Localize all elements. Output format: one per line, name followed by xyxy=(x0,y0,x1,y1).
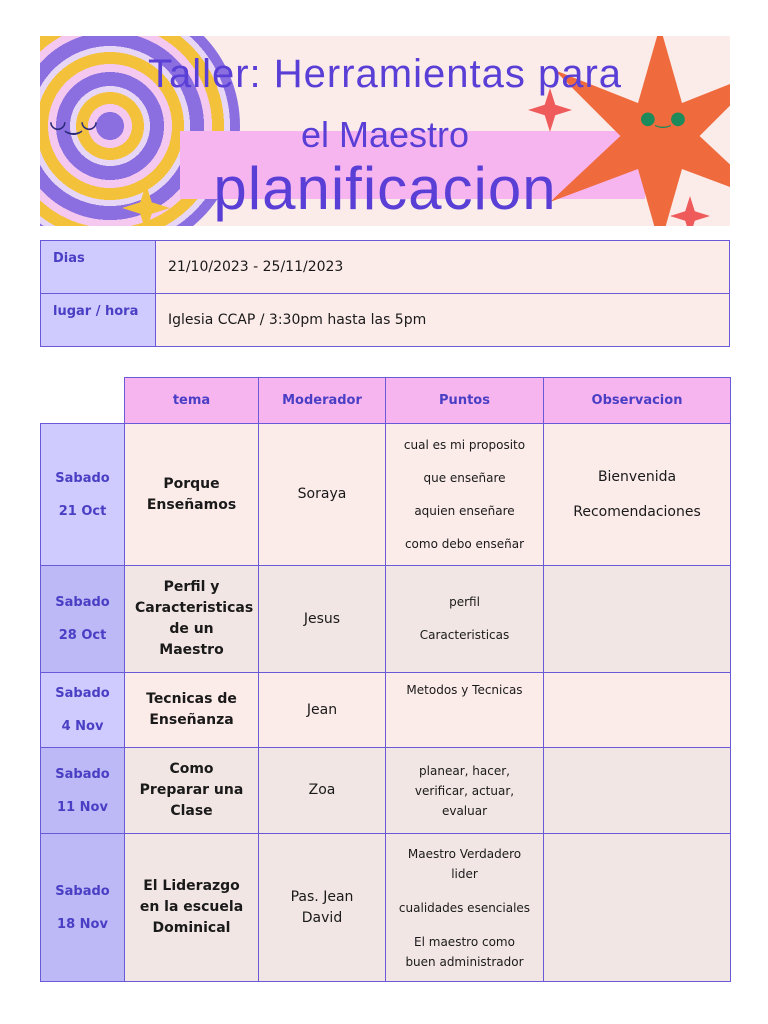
table-row xyxy=(41,748,731,834)
info-row xyxy=(41,294,730,347)
header-blank xyxy=(41,378,125,424)
day-cell xyxy=(41,834,125,982)
tema-cell: Como Preparar una Clase xyxy=(125,748,259,834)
puntos-cell xyxy=(386,673,544,748)
observacion-cell xyxy=(544,748,731,834)
observacion-cell xyxy=(544,566,731,673)
tema-cell: Tecnicas de Enseñanza xyxy=(125,673,259,748)
day-date: 18 Nov xyxy=(57,916,108,932)
title-line-1: Taller: Herramientas para xyxy=(147,52,623,96)
header-puntos: Puntos xyxy=(386,378,544,424)
smiley-face-icon: ◡‿◡ xyxy=(50,106,97,136)
title-line-3: planificacion xyxy=(213,155,557,222)
moderador-cell: Jean xyxy=(259,673,386,748)
day-cell xyxy=(41,566,125,673)
day-cell xyxy=(41,424,125,566)
info-row xyxy=(41,241,730,294)
puntos-cell xyxy=(386,834,544,982)
day-name: Sabado xyxy=(55,595,110,610)
observacion-cell xyxy=(544,424,731,566)
observacion-cell xyxy=(544,673,731,748)
punto-item: como debo enseñar xyxy=(404,536,525,551)
punto-item: Caracteristicas xyxy=(419,628,510,642)
punto-item: que enseñare xyxy=(423,470,506,485)
header-banner xyxy=(40,36,730,226)
info-value: 21/10/2023 - 25/11/2023 xyxy=(156,241,730,294)
punto-item: perfil xyxy=(449,595,480,609)
schedule-table xyxy=(40,377,731,982)
day-cell xyxy=(41,748,125,834)
moderador-cell: Jesus xyxy=(259,566,386,673)
header-tema: tema xyxy=(125,378,259,424)
day-name: Sabado xyxy=(55,766,110,782)
punto-item: planear, hacer, verificar, actuar, evaluar xyxy=(414,763,515,818)
puntos-cell xyxy=(386,424,544,566)
moderador-cell: Soraya xyxy=(259,424,386,566)
punto-item: cualidades esenciales xyxy=(398,900,531,915)
puntos-cell xyxy=(386,748,544,834)
tema-cell: El Liderazgo en la escuela Dominical xyxy=(125,834,259,982)
punto-item: El maestro como buen administrador xyxy=(405,934,524,969)
info-label: lugar / hora xyxy=(41,294,156,347)
info-table xyxy=(40,240,730,347)
observacion-cell xyxy=(544,834,731,982)
day-date: 11 Nov xyxy=(57,799,108,815)
punto-item: cual es mi proposito xyxy=(403,437,526,452)
day-name: Sabado xyxy=(55,883,110,899)
day-cell xyxy=(41,673,125,748)
observacion-item: Bienvenida xyxy=(597,468,677,485)
punto-item: Maestro Verdadero lider xyxy=(407,846,522,881)
table-row xyxy=(41,834,731,982)
header-observacion: Observacion xyxy=(544,378,731,424)
tema-cell: Porque Enseñamos xyxy=(125,424,259,566)
header-moderador: Moderador xyxy=(259,378,386,424)
header-row xyxy=(41,378,731,424)
day-date: 4 Nov xyxy=(61,719,104,734)
day-name: Sabado xyxy=(55,470,110,486)
observacion-item: Recomendaciones xyxy=(573,503,701,520)
moderador-cell: Zoa xyxy=(259,748,386,834)
day-date: 21 Oct xyxy=(58,503,107,519)
punto-item: aquien enseñare xyxy=(414,503,515,518)
title-line-2: el Maestro xyxy=(300,114,470,155)
star-face-icon: ●‿● xyxy=(640,108,686,129)
table-row xyxy=(41,673,731,748)
moderador-cell: Pas. Jean David xyxy=(259,834,386,982)
puntos-cell xyxy=(386,566,544,673)
day-name: Sabado xyxy=(55,686,110,701)
table-row xyxy=(41,566,731,673)
day-date: 28 Oct xyxy=(58,628,107,643)
info-value: Iglesia CCAP / 3:30pm hasta las 5pm xyxy=(156,294,730,347)
info-label: Dias xyxy=(41,241,156,294)
table-row xyxy=(41,424,731,566)
punto-item: Metodos y Tecnicas xyxy=(406,683,523,697)
tema-cell: Perfil y Caracteristicas de un Maestro xyxy=(125,566,259,673)
